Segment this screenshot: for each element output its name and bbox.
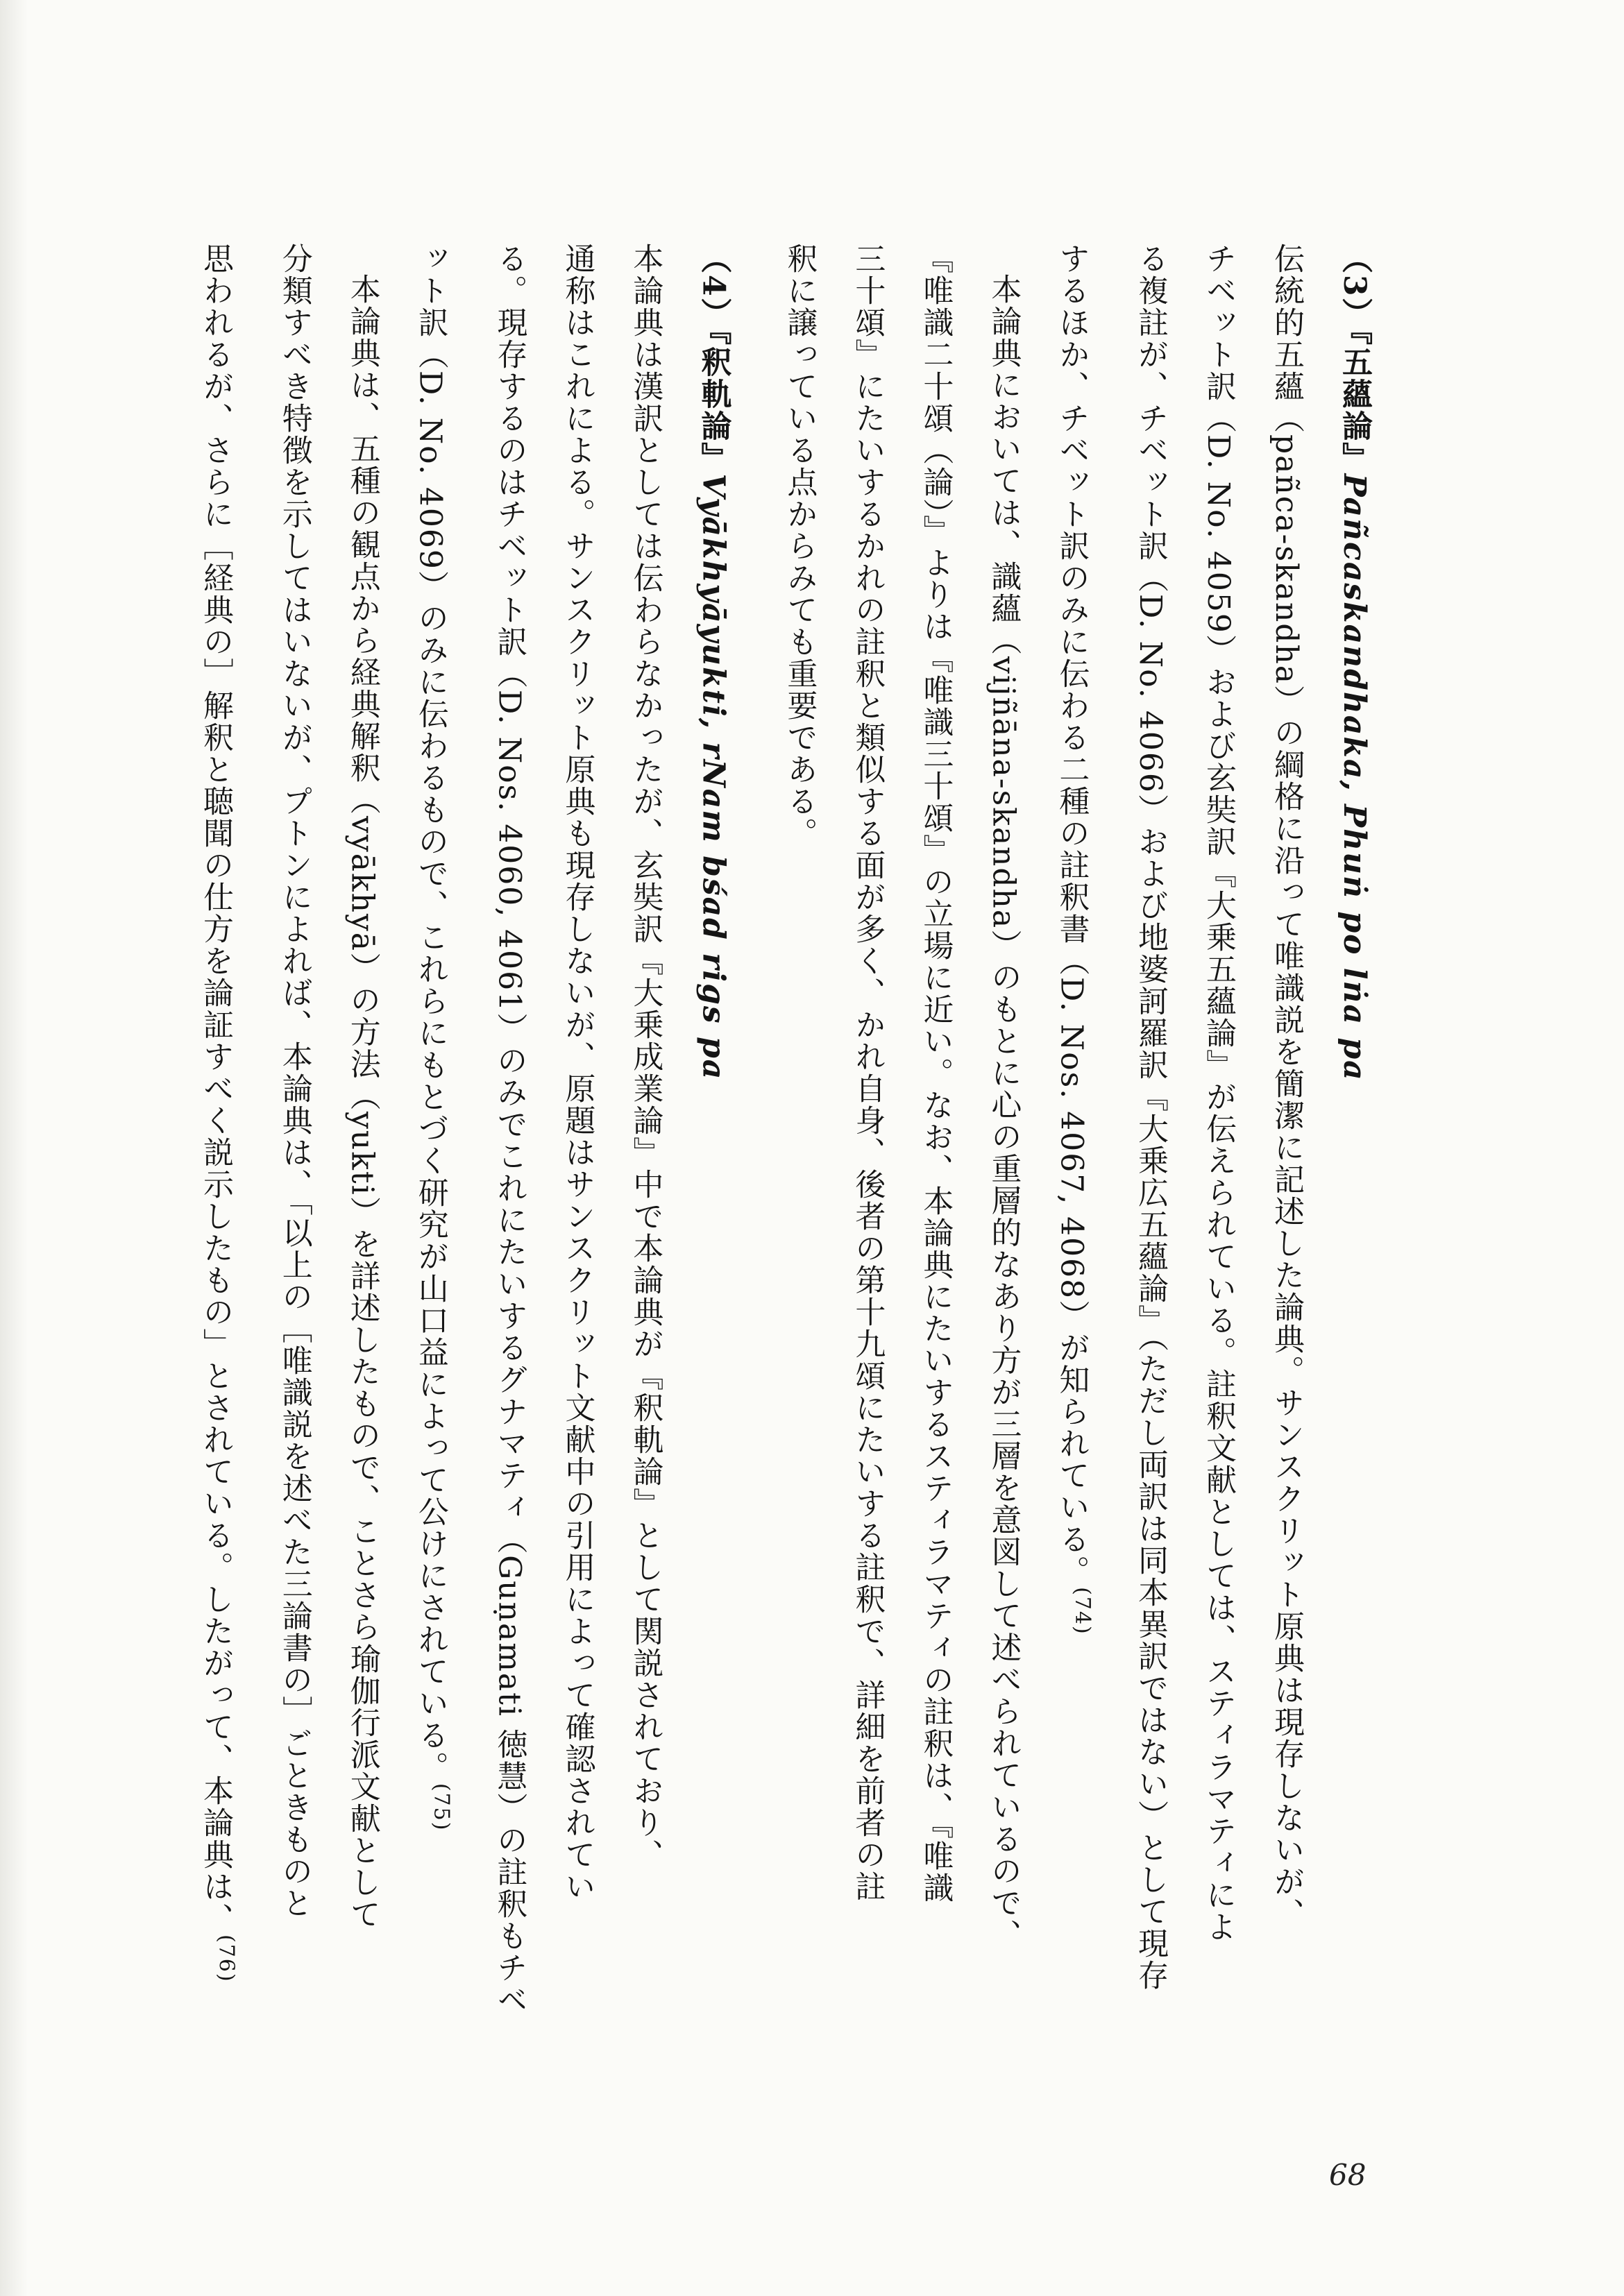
- paragraph-line-with-note: [1037, 243, 1116, 2033]
- paragraph-line: 本論典は漢訳としては伝わらなかったが、玄奘訳『大乗成業論』中で本論典が『釈軌論』として関説されており、: [627, 243, 663, 1871]
- footnote-marker-75: (75): [429, 1783, 454, 1832]
- paragraph-line: 『唯識二十頌（論）』よりは『唯識三十頌』の立場に近い。なお、本論典にたいするスティラマティの註釈は、『唯識: [917, 243, 954, 1904]
- paragraph-line: 分類すべき特徴を示してはいないが、プトンによれば、本論典は、「以上の［唯識説を述べた三論書の］ごときものと: [276, 243, 312, 1919]
- paragraph-line: る。現存するのはチベット訳（D. Nos. 4060, 4061）のみでこれにたいするグナマティ（Guṇamati 徳慧）の註釈もチベ: [491, 243, 527, 2016]
- paragraph-line: 釈に譲っている点からみても重要である。: [781, 243, 818, 849]
- paragraph-line-text: 思われるが、さらに［経典の］解釈と聴聞の仕方を論証すべく説示したもの」とされている。したがって、本論典は、: [198, 243, 234, 1934]
- paragraph-line: 伝統的五蘊（pañca-skandha）の綱格に沿って唯識説を簡潔に記述した論典。サンスクリット原典は現存しないが、: [1269, 243, 1304, 1930]
- section-4-heading: [679, 243, 747, 2033]
- paragraph-line-with-note: [396, 243, 475, 2033]
- paragraph-line: 本論典は、五種の観点から経典解釈（vyākhyā）の方法（yukti）を詳述したもので、ことさら瑜伽行派文献として: [344, 273, 380, 1930]
- section-3-romanized-title: Pañcaskandhaka, Phuṅ po lṅa pa: [1337, 473, 1372, 1082]
- section-3-heading-text: （3）『五蘊論』: [1337, 243, 1372, 474]
- paragraph-line: 三十頌』にたいするかれの註釈と類似する面が多く、かれ自身、後者の第十九頌にたいする註釈で、詳細を前者の註: [849, 243, 886, 1903]
- paragraph-line-text: ット訳（D. No. 4069）のみに伝わるもので、これらにもとづく研究が山口益によって公けにされている。: [412, 243, 448, 1783]
- paragraph-line: 通称はこれによる。サンスクリット原典も現存しないが、原題はサンスクリット文献中の引用によって確認されてい: [559, 243, 595, 1903]
- paragraph-line: チベット訳（D. No. 4059）および玄奘訳『大乗五蘊論』が伝えられている。註釈文献としては、スティラマティによ: [1201, 243, 1236, 1943]
- paragraph-line: 本論典においては、識蘊（vijñāna-skandha）のもとに心の重層的なあり方が三層を意図して述べられているので、: [986, 273, 1022, 1951]
- section-4-heading-text: （4）『釈軌論』: [695, 243, 731, 474]
- scan-edge-shadow: [0, 0, 28, 2296]
- paragraph-line-text: するほか、チベット訳のみに伝わる二種の註釈書（D. Nos. 4067, 4068）が知られている。: [1054, 243, 1090, 1588]
- vertical-text-body: [181, 243, 1388, 2033]
- paragraph-line-with-note: [181, 243, 260, 2033]
- footnote-marker-76: (76): [214, 1934, 239, 1983]
- section-4-romanized-title: Vyākhyāyukti, rNam bśad rigs pa: [695, 473, 731, 1081]
- paragraph-line: る複註が、チベット訳（D. No. 4066）および地婆訶羅訳『大乗広五蘊論』（ただし両訳は同本異訳ではない）として現存: [1133, 243, 1168, 1991]
- page-number: 68: [1329, 2158, 1367, 2192]
- footnote-marker-74: (74): [1070, 1587, 1094, 1635]
- section-gap: [747, 243, 765, 2033]
- section-3-heading: [1320, 243, 1388, 2033]
